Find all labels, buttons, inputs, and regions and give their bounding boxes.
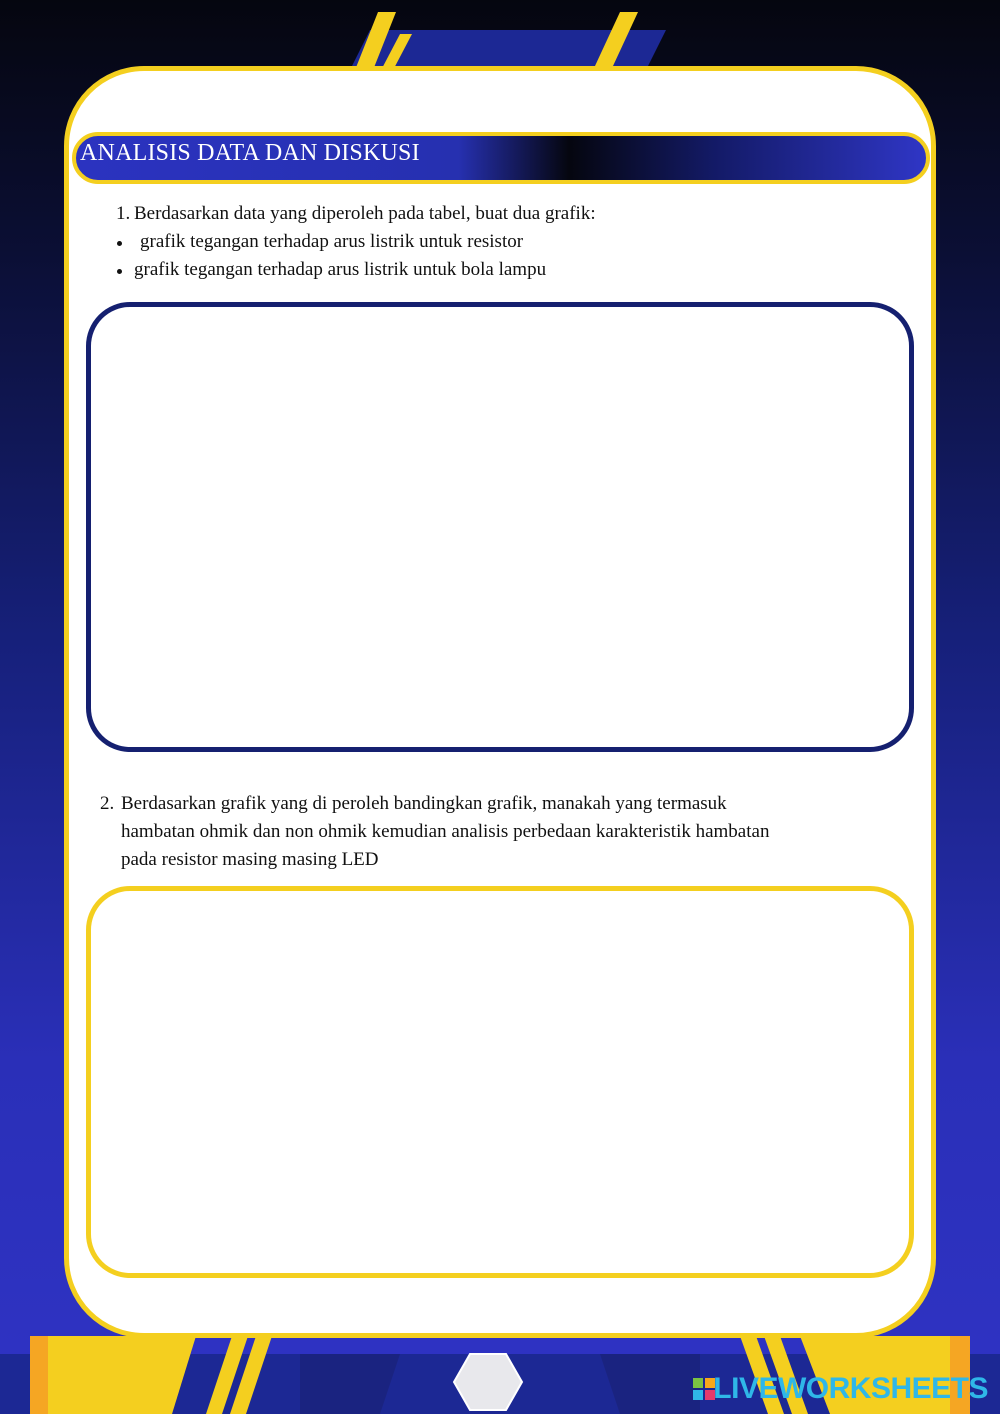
question-2-number: 2. [100,793,115,814]
answer-box-1[interactable] [86,302,914,752]
question-1-bullet-1: grafik tegangan terhadap arus listrik untuk resistor [140,231,524,252]
section-title: ANALISIS DATA DAN DISKUSI [80,140,420,166]
watermark-brand: LIVEWORKSHEETS [713,1372,988,1405]
question-1-bullet-2: grafik tegangan terhadap arus listrik untuk bola lampu [134,259,547,280]
answer-box-2[interactable] [86,886,914,1278]
question-1-text: Berdasarkan data yang diperoleh pada tabel, buat dua grafik: [134,203,596,224]
question-2-line-3: pada resistor masing masing LED [121,849,379,870]
bullet-dot [117,241,122,246]
bullet-dot [117,269,122,274]
question-2-line-1: Berdasarkan grafik yang di peroleh bandingkan grafik, manakah yang termasuk [121,793,727,814]
question-1-number: 1. [116,203,131,224]
liveworksheets-logo-icon [693,1378,715,1400]
question-2-line-2: hambatan ohmik dan non ohmik kemudian analisis perbedaan karakteristik hambatan [121,821,770,842]
